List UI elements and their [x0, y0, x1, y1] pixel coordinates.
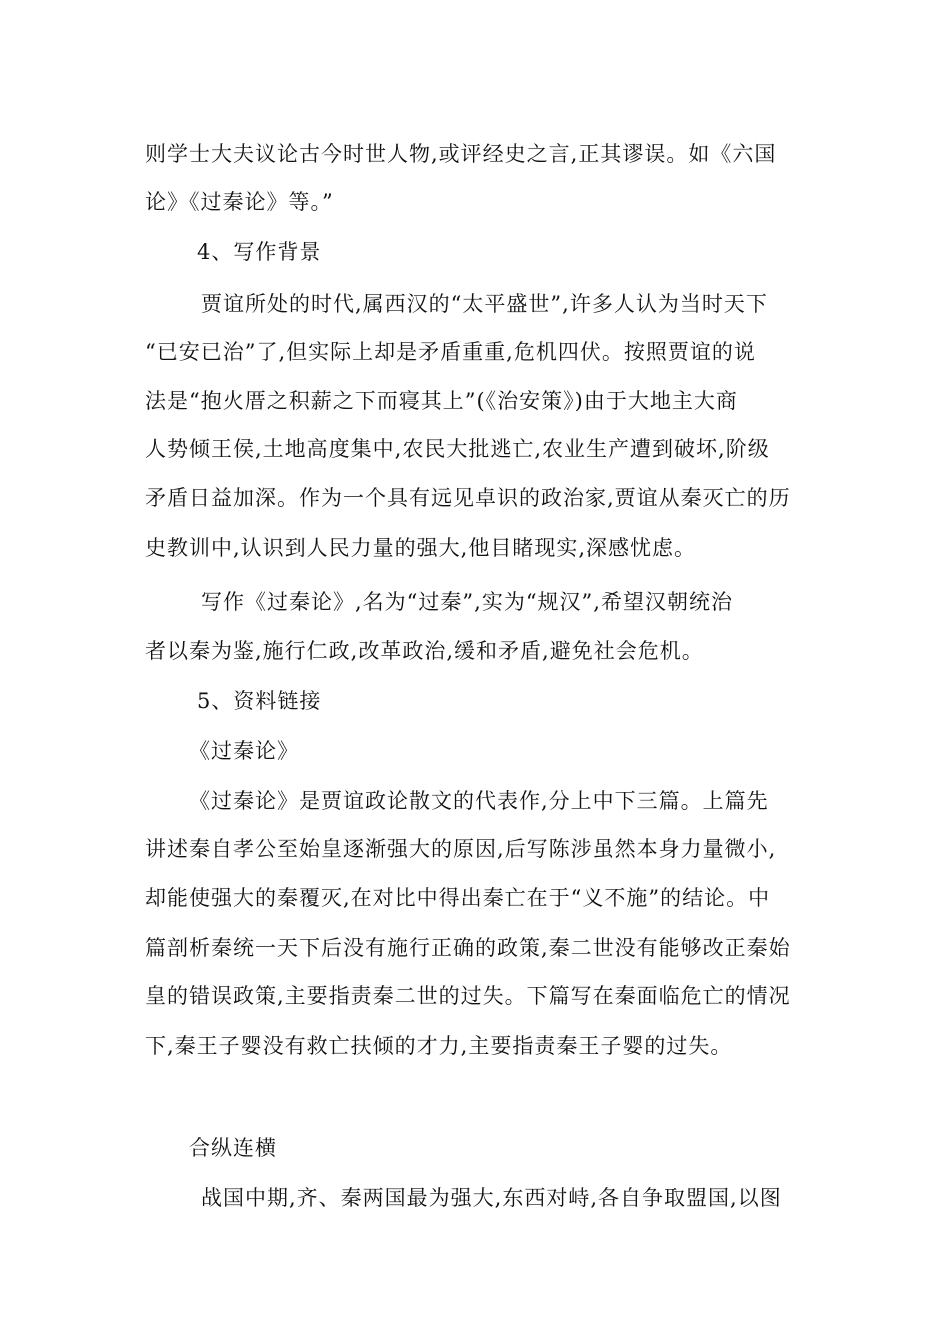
text-line: 论》《过秦论》等。” — [145, 190, 334, 214]
text-line: 人势倾王侯,土地高度集中,农民大批逃亡,农业生产遭到破坏,阶级 — [145, 437, 770, 461]
text-line: 讲述秦自孝公至始皇逐渐强大的原因,后写陈涉虽然本身力量微小, — [145, 837, 777, 861]
text-line: 者以秦为鉴,施行仁政,改革政治,缓和矛盾,避免社会危机。 — [145, 639, 704, 663]
text-line: 史教训中,认识到人民力量的强大,他目睹现实,深感忧虑。 — [145, 536, 697, 560]
text-line: 却能使强大的秦覆灭,在对比中得出秦亡在于“义不施”的结论。中 — [145, 886, 771, 910]
text-line: 皇的错误政策,主要指责秦二世的过失。下篇写在秦面临危亡的情况 — [145, 984, 791, 1008]
section-heading: 5、资料链接 — [197, 689, 322, 713]
text-line: 贾谊所处的时代,属西汉的“太平盛世”,许多人认为当时天下 — [201, 292, 768, 316]
text-line: 法是“抱火厝之积薪之下而寝其上”(《治安策》)由于大地主大商 — [145, 389, 738, 413]
text-line: “已安已治”了,但实际上却是矛盾重重,危机四伏。按照贾谊的说 — [145, 340, 756, 364]
text-line: 战国中期,齐、秦两国最为强大,东西对峙,各自争取盟国,以图 — [201, 1186, 782, 1210]
text-line: 写作《过秦论》,名为“过秦”,实为“规汉”,希望汉朝统治 — [201, 590, 733, 614]
text-line: 矛盾日益加深。作为一个具有远见卓识的政治家,贾谊从秦灭亡的历 — [145, 486, 791, 510]
subheading: 《过秦论》 — [189, 739, 299, 763]
text-line: 下,秦王子婴没有救亡扶倾的才力,主要指责秦王子婴的过失。 — [145, 1034, 733, 1058]
text-line: 篇剖析秦统一天下后没有施行正确的政策,秦二世没有能够改正秦始 — [145, 936, 791, 960]
section-heading: 4、写作背景 — [197, 240, 322, 264]
text-line: 《过秦论》是贾谊政论散文的代表作,分上中下三篇。上篇先 — [189, 789, 769, 813]
text-line: 则学士大夫议论古今时世人物,或评经史之言,正其谬误。如《六国 — [145, 142, 777, 166]
subheading: 合纵连横 — [189, 1136, 277, 1160]
